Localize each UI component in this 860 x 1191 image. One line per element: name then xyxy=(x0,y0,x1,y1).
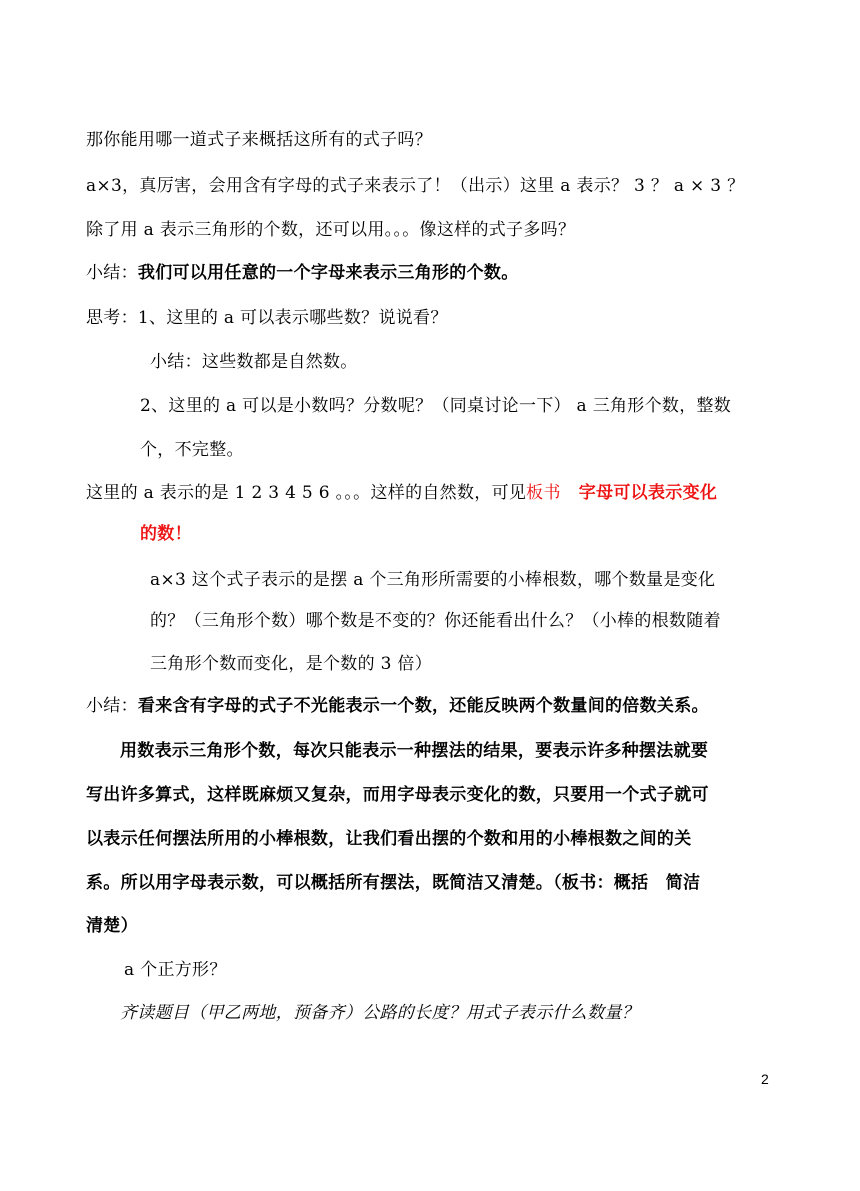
text-line: 小结：这些数都是自然数。 xyxy=(150,352,358,372)
paragraph-line: 清楚） xyxy=(86,916,138,936)
text-segment: 这里的 a 表示的是 1 2 3 4 5 6 。。。这样的自然数，可见 xyxy=(86,483,527,503)
text-line: a×3 这个式子表示的是摆 a 个三角形所需要的小棒根数，哪个数量是变化 xyxy=(150,570,716,590)
paragraph-line: 写出许多算式，这样既麻烦又复杂，而用字母表示变化的数，只要用一个式子就可 xyxy=(86,785,709,805)
text-line: 除了用 a 表示三角形的个数，还可以用。。。像这样的式子多吗？ xyxy=(86,220,576,240)
summary-text: 我们可以用任意的一个字母来表示三角形的个数。 xyxy=(137,263,519,283)
text-line: 三角形个数而变化，是个数的 3 倍） xyxy=(150,654,433,674)
paragraph-line: 用数表示三角形个数，每次只能表示一种摆法的结果，要表示许多种摆法就要 xyxy=(120,741,709,761)
board-note-text: 字母可以表示变化 xyxy=(578,483,718,503)
text-line: 2、这里的 a 可以是小数吗？分数呢？（同桌讨论一下） a 三角形个数，整数 xyxy=(140,396,732,416)
paragraph-line: 以表示任何摆法所用的小棒根数，让我们看出摆的个数和用的小棒根数之间的关 xyxy=(86,829,692,849)
board-note-label: 板书 xyxy=(526,483,561,503)
text-line: a 个正方形？ xyxy=(124,960,227,980)
text-line: a×3，真厉害，会用含有字母的式子来表示了！（出示）这里 a 表示？ 3 ？ a × 3 ？ xyxy=(86,176,745,196)
text-line: 的？（三角形个数）哪个数是不变的？你还能看出什么？（小棒的根数随着 xyxy=(150,611,721,631)
summary-label: 小结： xyxy=(86,696,138,716)
text-line xyxy=(86,482,717,504)
summary-text: 看来含有字母的式子不光能表示一个数，还能反映两个数量间的倍数关系。 xyxy=(137,696,709,716)
text-line: 齐读题目（甲乙两地，预备齐）公路的长度？用式子表示什么数量？ xyxy=(120,1003,639,1023)
board-note-text: 的数！ xyxy=(140,524,192,544)
paragraph-line: 系。所以用字母表示数，可以概括所有摆法，既简洁又清楚。（板书：概括 简洁 xyxy=(86,873,701,893)
page-number: 2 xyxy=(761,1071,769,1087)
text-line: 思考：1、这里的 a 可以表示哪些数？说说看？ xyxy=(86,308,448,328)
summary-line xyxy=(86,695,709,717)
text-line: 个，不完整。 xyxy=(140,440,244,460)
summary-label: 小结： xyxy=(86,263,138,283)
text-line: 那你能用哪一道式子来概括这所有的式子吗？ xyxy=(86,130,432,150)
summary-line xyxy=(86,262,519,284)
